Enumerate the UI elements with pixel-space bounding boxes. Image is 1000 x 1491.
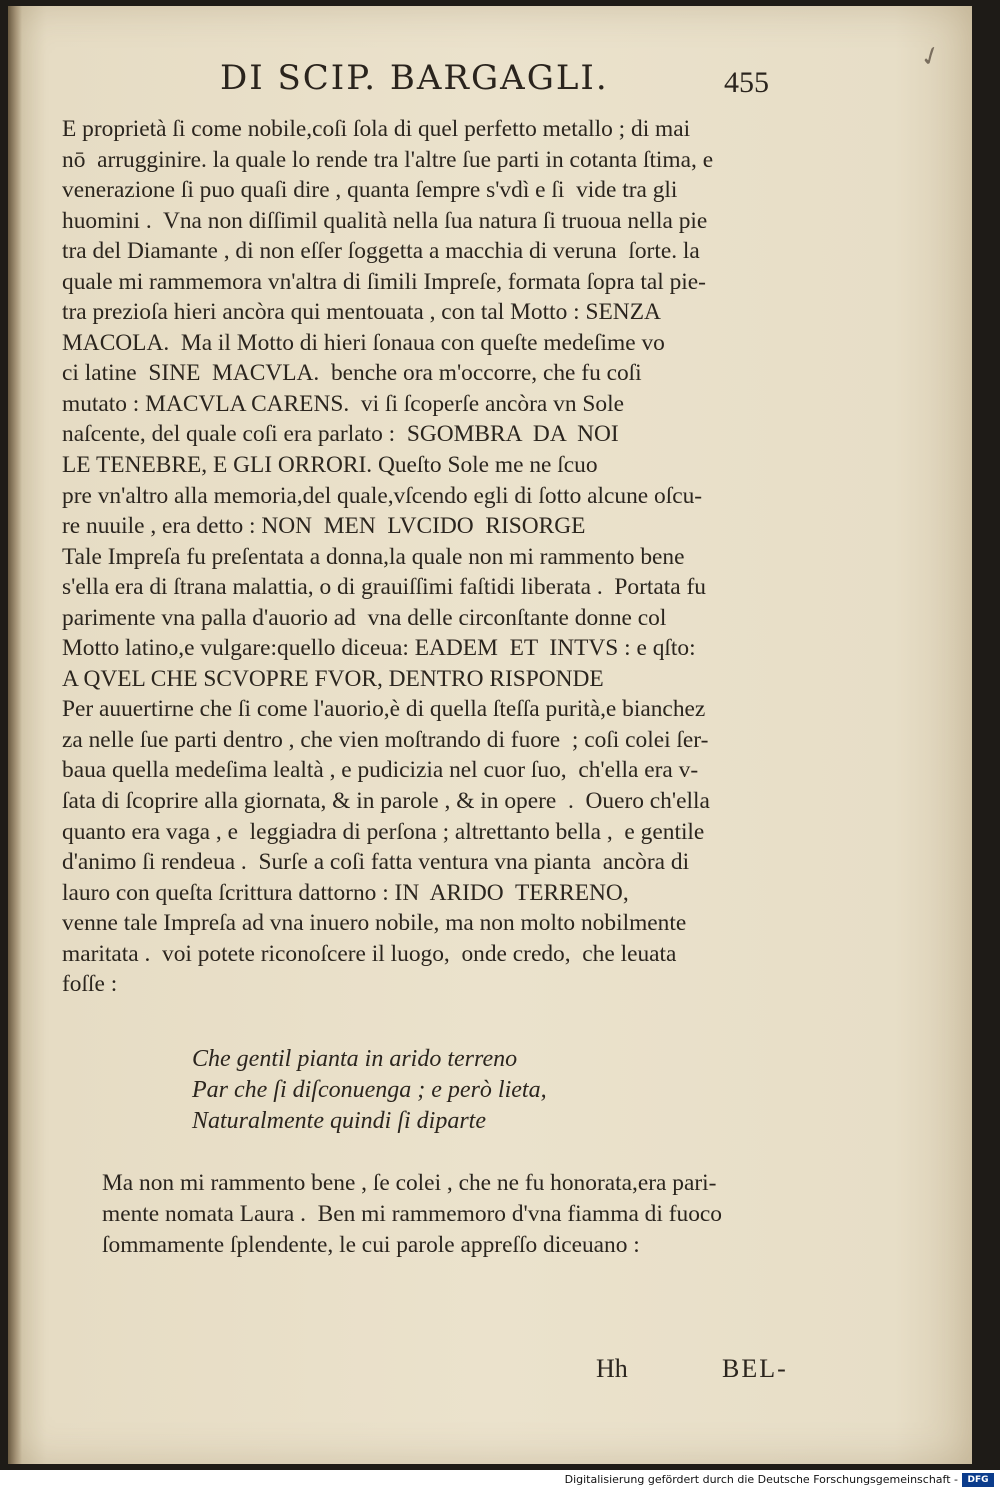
digitization-credit: Digitalisierung gefördert durch die Deutsche Forschungsgemeinschaft -: [564, 1473, 958, 1486]
signature-mark: Hh: [596, 1354, 628, 1383]
corner-fold-icon: ✓: [915, 39, 947, 75]
closing-paragraph: Ma non mi rammento bene , ſe colei , che ne fu honorata,era pari- mente nomata Laura . Ben mi rammemoro d'vna fiamma di fuoco ſommamente ſplendente, le cui parole appreſſo diceuano :: [102, 1170, 722, 1258]
running-head: DI SCIP. BARGAGLI.: [220, 58, 609, 98]
digitization-footer: [0, 1470, 1000, 1491]
body-paragraph: E proprietà ſi come nobile,coſi ſola di quel perfetto metallo ; di mai nō arrugginire. la quale lo rende tra l'altre ſue parti in cotanta ſtima, e venerazione ſi puo quaſi dire , quanta ſempre s'vdì e ſi vide tra gli huomini . Vna non diſſimil qualità nella ſua natura ſi truoua nella pie tra del Diamante , di non eſſer ſoggetta a macchia di veruna ſorte. la quale mi rammemora vn'altra di ſimili Impreſe, formata ſopra tal pie- tra prezioſa hieri ancòra qui mentouata , con tal Motto : SENZA MACOLA. Ma il Motto di hieri ſonaua con queſte medeſime vo ci latine SINE MACVLA. benche ora m'occorre, che fu coſi mutato : MACVLA CARENS. vi ſi ſcoperſe ancòra vn Sole naſcente, del quale coſi era parlato : SGOMBRA DA NOI LE TENEBRE, E GLI ORRORI. Queſto Sole me ne ſcuo pre vn'altro alla memoria,del quale,vſcendo egli di ſotto alcune oſcu- re nuuile , era detto : NON MEN LVCIDO RISORGE Tale Impreſa fu preſentata a donna,la quale non mi rammento bene s'ella era di ſtrana malattia, o di grauiſſimi faſtidi liberata . Portata fu parimente vna palla d'auorio ad vna delle circonſtante donne col Motto latino,e vulgare:quello diceua: EADEM ET INTVS : e qſto: A QVEL CHE SCVOPRE FVOR, DENTRO RISPONDE Per auuertirne che ſi come l'auorio,è di quella ſteſſa purità,e bianchez za nelle ſue parti dentro , che vien moſtrando di fuore ; coſi colei ſer- baua quella medeſima lealtà , e pudicizia nel cuor ſuo, ch'ella era v- ſata di ſcoprire alla giornata, & in parole , & in opere . Ouero ch'ella quanto era vaga , e leggiadra di perſona ; altrettanto bella , e gentile d'animo ſi rendeua . Surſe a coſi fatta ventura vna pianta ancòra di lauro con queſta ſcrittura dattorno : IN ARIDO TERRENO, venne tale Impreſa ad vna inuero nobile, ma non molto nobilmente maritata . voi potete riconoſcere il luogo, onde credo, che leuata foſſe :: [62, 116, 714, 998]
catchword: BEL-: [722, 1354, 788, 1383]
page-gutter: [8, 6, 22, 1464]
book-page: [8, 6, 972, 1464]
dfg-logo: DFG: [962, 1473, 994, 1487]
page-number: 455: [724, 66, 769, 99]
verse-quotation: Che gentil pianta in arido terreno Par che ſi diſconuenga ; e però lieta, Naturalmente quindi ſi diparte: [192, 1046, 547, 1134]
